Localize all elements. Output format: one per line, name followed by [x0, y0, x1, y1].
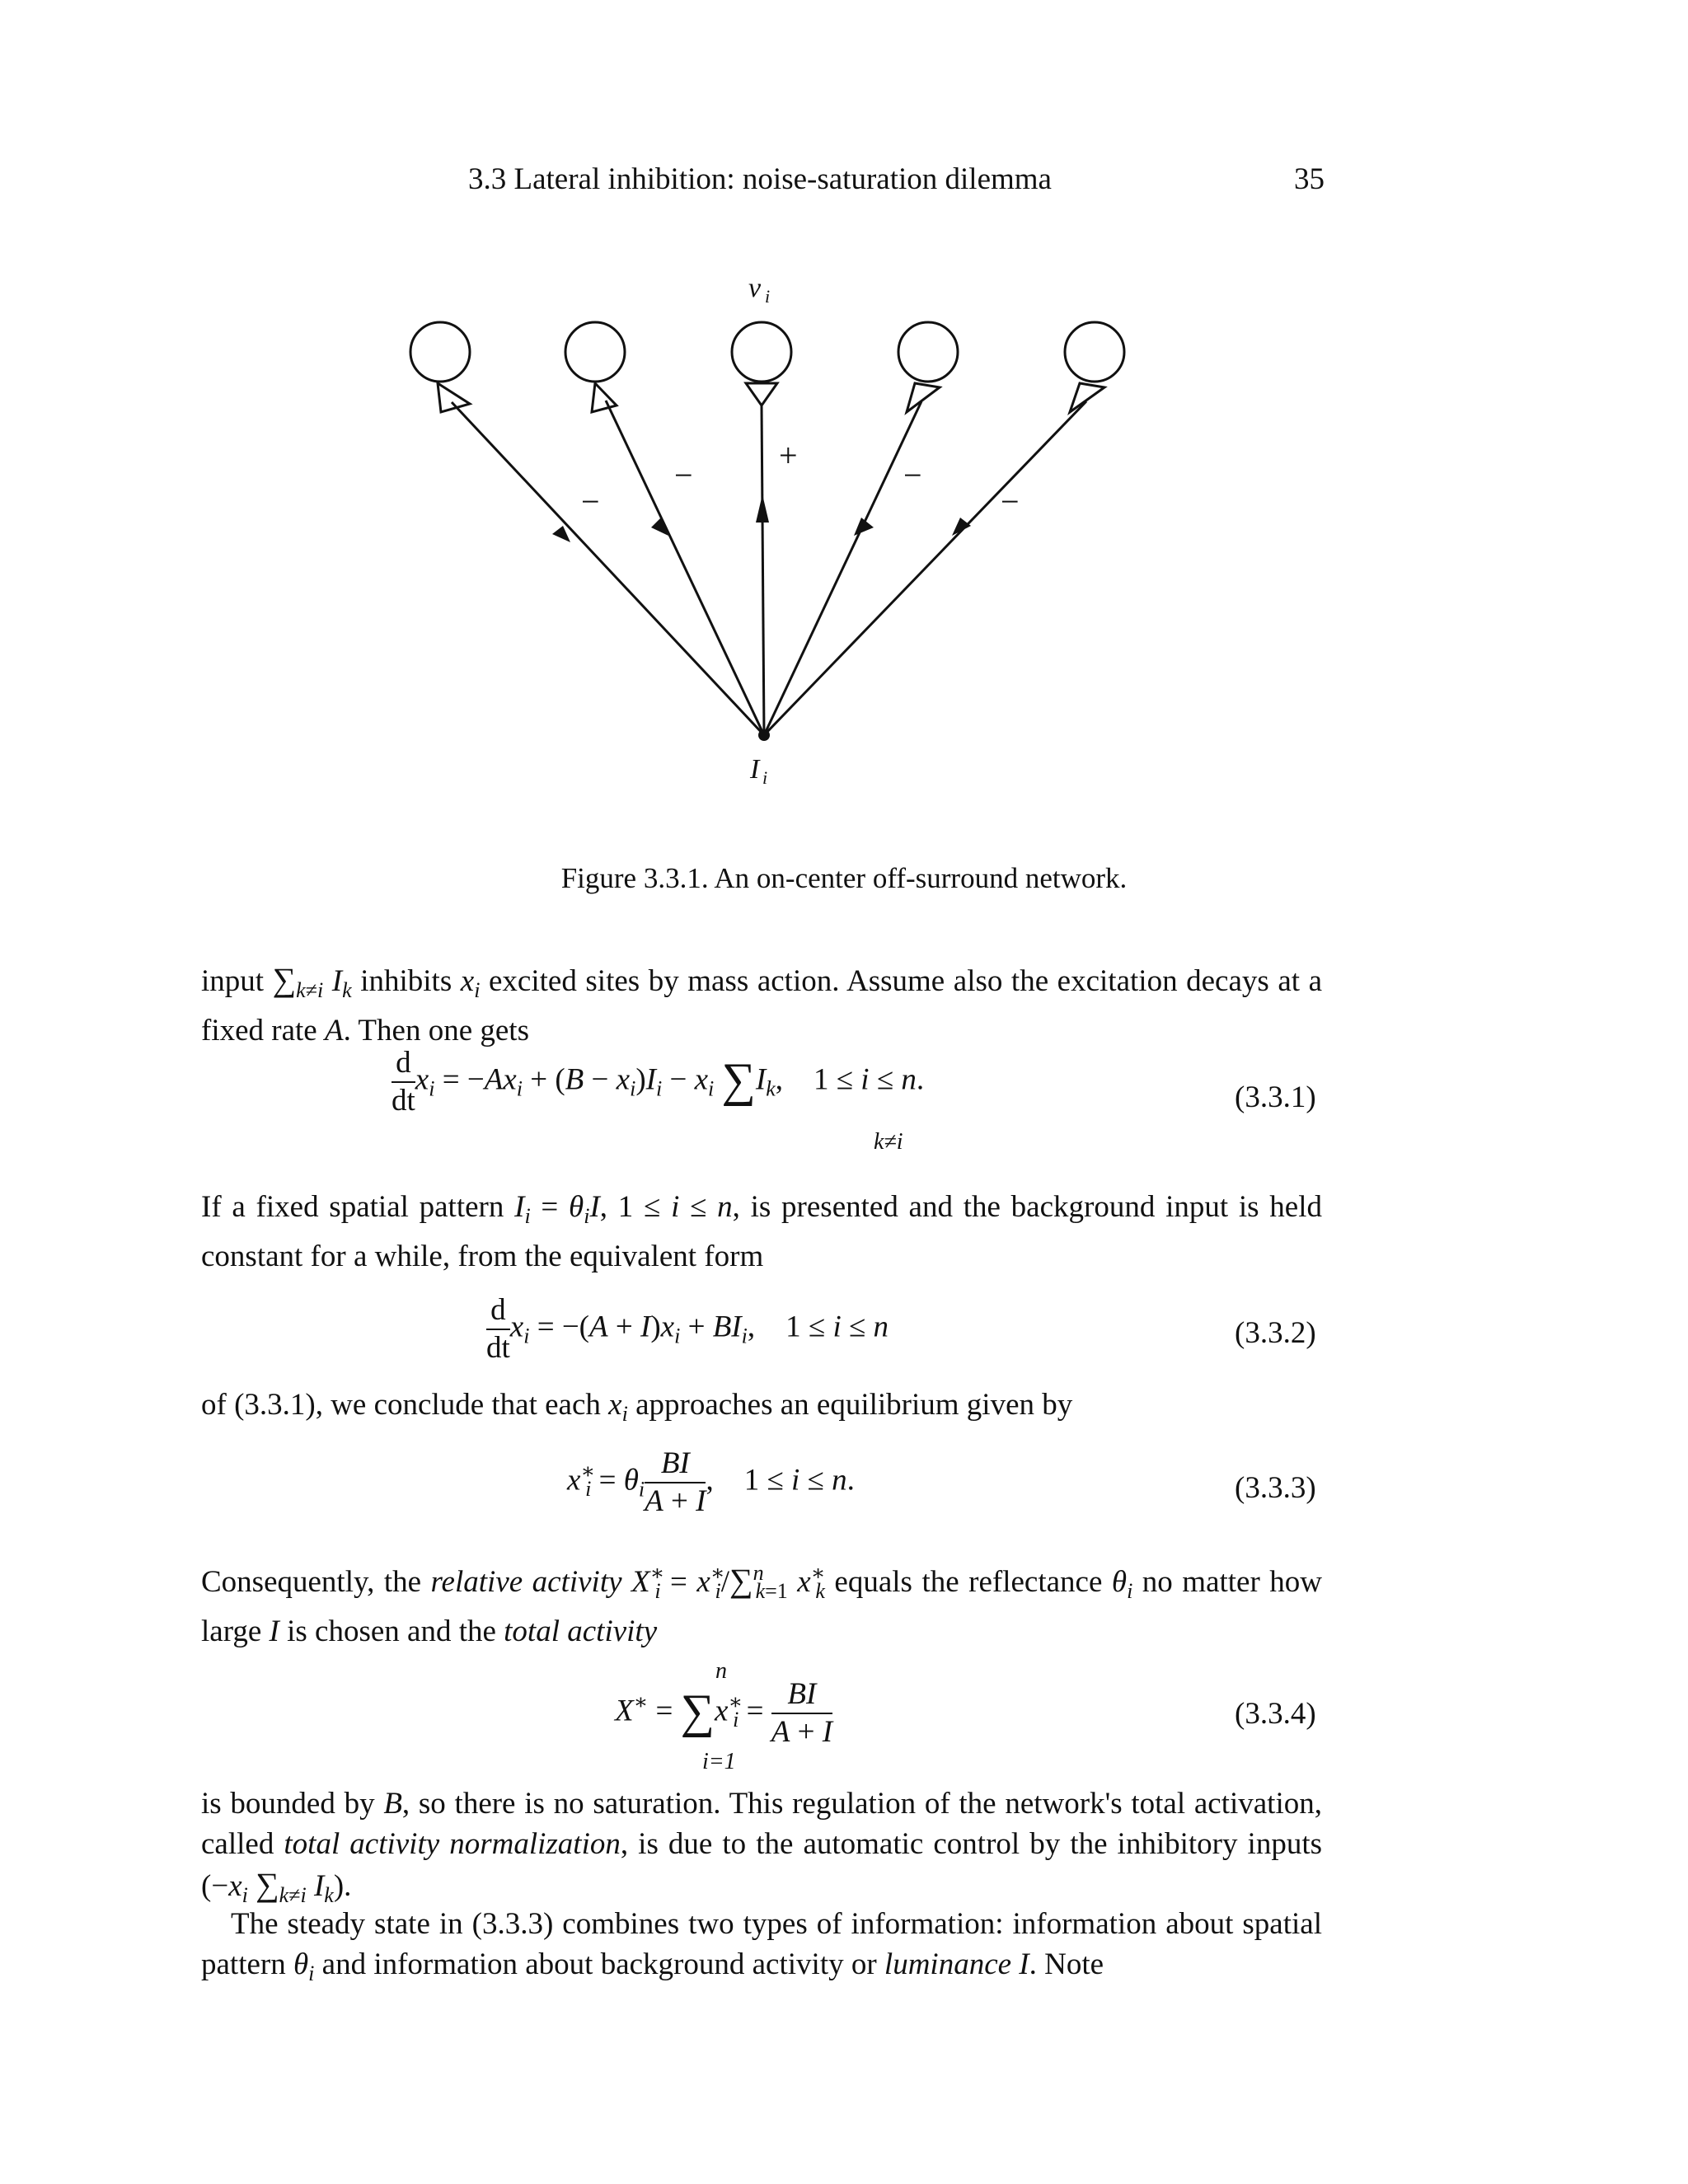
running-title: 3.3 Lateral inhibition: noise-saturation dilemma	[468, 162, 1052, 196]
neuron-node	[1065, 322, 1124, 382]
connection-line	[606, 401, 764, 735]
sum-lower-index: i=1	[702, 1749, 736, 1774]
page-number: 35	[1294, 162, 1325, 196]
input-node	[758, 729, 770, 741]
side-sign: −	[674, 457, 693, 494]
equation-number: (3.3.1)	[1235, 1080, 1316, 1114]
side-sign: −	[581, 483, 600, 520]
bottom-label: I	[750, 754, 760, 785]
paragraph-2: If a fixed spatial pattern $I_i = \theta_iI$, 1 ≤ i ≤ n, is presented and the background input is held constant for a while, from the equivalent form	[201, 1190, 1322, 1273]
equation-number: (3.3.2)	[1235, 1316, 1316, 1350]
neuron-node	[410, 322, 470, 382]
equation-3-3-2: $\frac{d}{dt}$ $x_i = -(A + I)x_i + BI_i$, 1 ≤ i ≤ n	[486, 1293, 889, 1365]
synapse-triangle	[438, 383, 470, 412]
connection-line	[764, 401, 1086, 735]
sum-upper-index: n	[715, 1658, 727, 1684]
side-sign: −	[903, 457, 922, 494]
neuron-node	[732, 322, 791, 382]
top-label: v	[748, 273, 762, 303]
neuron-node	[565, 322, 625, 382]
bottom-label-sub: i	[762, 767, 768, 788]
paragraph-5: is bounded by B, so there is no saturation. This regulation of the network's total activation, called total activity normalization, is due to the automatic control by the inhibitory inputs ($-x_i$ $\sum_{k\ne i}$ $I_k$).	[201, 1787, 1322, 1907]
synapse-triangle	[592, 383, 617, 412]
equation-number: (3.3.4)	[1235, 1697, 1316, 1731]
synapse-triangle	[746, 383, 777, 405]
network-diagram	[0, 0, 1688, 824]
equation-3-3-1: $\frac{d}{dt}$ $x_i = -Ax_i + (B - x_i)I_i - x_i$ $\sum I_k$, 1 ≤ i ≤ n.	[392, 1046, 925, 1118]
arrowhead	[952, 518, 971, 536]
synapse-triangle	[1070, 383, 1104, 412]
arrowhead	[854, 518, 874, 536]
center-sign: +	[779, 437, 798, 474]
connection-line	[452, 402, 764, 735]
equation-3-3-3: $x^∗_i = \theta_i$ $\frac{BI}{A + I}$ , 1 ≤ i ≤ n.	[567, 1446, 855, 1518]
paragraph-1: input $\sum_{k\ne i}$ $I_k$ inhibits $x_i$ excited sites by mass action. Assume also the excitation decays at a fixed rate A. Then one gets	[201, 961, 1323, 1047]
side-sign: −	[1001, 483, 1020, 520]
arrowhead	[756, 494, 769, 523]
synapse-triangle	[907, 383, 940, 412]
arrowhead	[552, 526, 570, 542]
sum-index: k≠i	[874, 1129, 903, 1155]
neuron-node	[898, 322, 958, 382]
top-label-sub: i	[765, 286, 771, 307]
equation-3-3-4: $X^∗ = \sum x^∗_i$ = $\frac{BI}{A + I}$	[615, 1677, 833, 1749]
figure-caption: Figure 3.3.1. An on-center off-surround network.	[560, 862, 1128, 894]
paragraph-3: of (3.3.1), we conclude that each $x_i$ approaches an equilibrium given by	[201, 1388, 1073, 1426]
connection-line	[762, 405, 764, 735]
equation-number: (3.3.3)	[1235, 1471, 1316, 1505]
paragraph-6: The steady state in (3.3.3) combines two types of information: information about spatial pattern $\theta_i$ and information about background activity or luminance I. Note	[201, 1907, 1322, 1985]
paragraph-4: Consequently, the relative activity $X^∗_i = x^∗_i/\sum^n_{k=1}$ $x^∗_k$ equals the reflectance $\theta_i$ no matter how large I is chosen and the total activity	[201, 1561, 1323, 1648]
